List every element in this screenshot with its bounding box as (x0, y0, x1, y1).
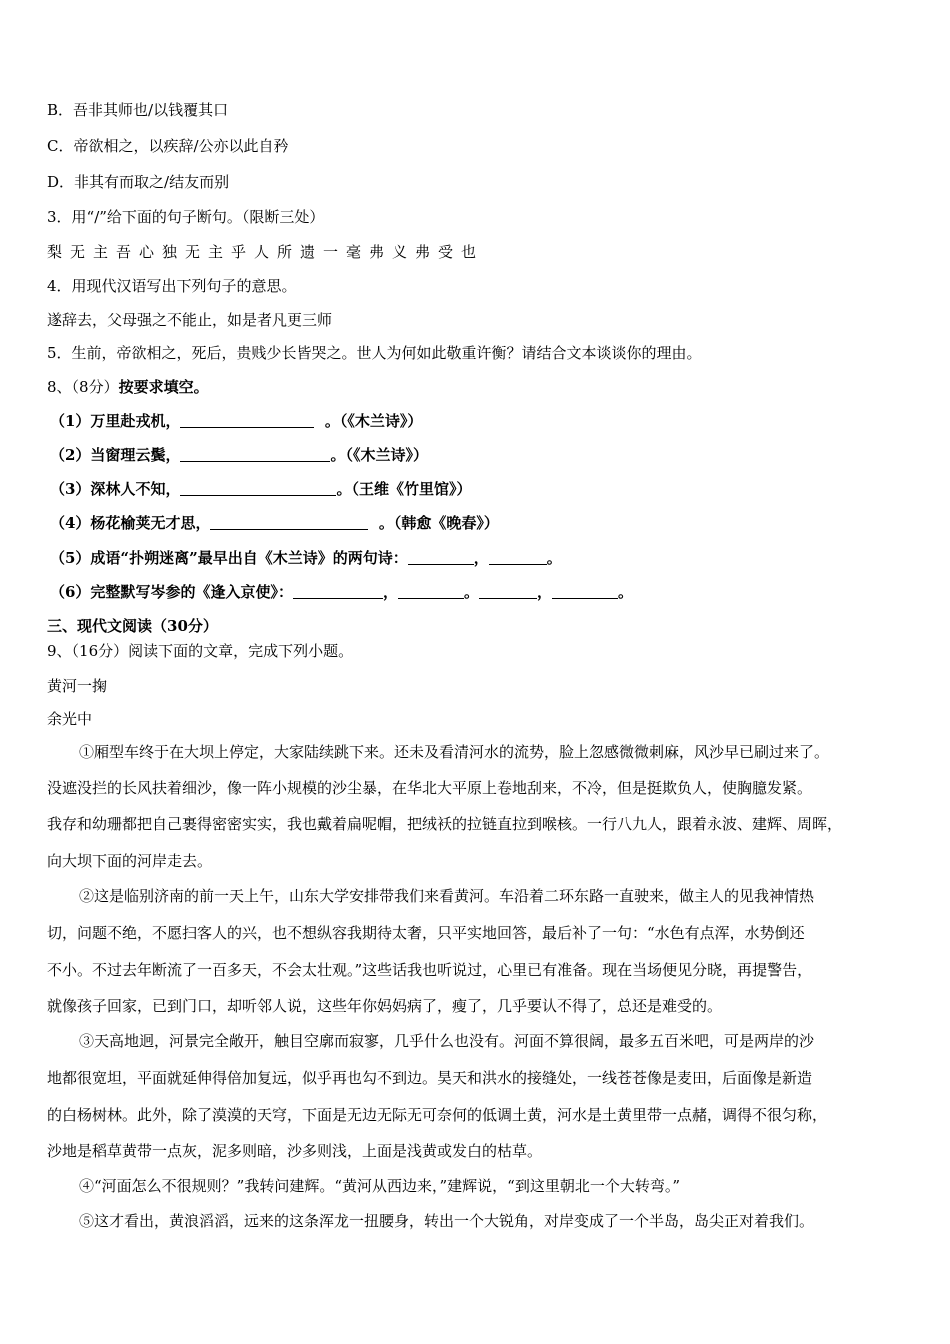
question-3: 3．用“/”给下面的句子断句。（限断三处） (47, 208, 325, 226)
question-8-title: 按要求填空。 (118, 378, 209, 396)
article-author: 余光中 (47, 710, 93, 728)
fill-item-3: （3）深林人不知， 。（王维《竹里馆》） (50, 480, 472, 498)
answer-blank[interactable] (180, 413, 314, 428)
answer-blank[interactable] (489, 550, 547, 565)
question-4-text: 遂辞去，父母强之不能止，如是者凡更三师 (47, 311, 333, 329)
paragraph-line: 向大坝下面的河岸走去。 (47, 852, 213, 870)
fill-item-5: （5）成语“扑朔迷离”最早出自《木兰诗》的两句诗： ， 。 (50, 549, 562, 567)
paragraph-line: ③天高地迥，河景完全敞开，触目空廓而寂寥，几乎什么也没有。河面不算很阔，最多五百米吧，可是两岸的沙 (79, 1032, 815, 1050)
paragraph-line: 沙地是稻草黄带一点灰，泥多则暗，沙多则浅，上面是浅黄或发白的枯草。 (47, 1142, 543, 1160)
fill-item-6: （6）完整默写岑参的《逢入京使》： ， 。 ， 。 (50, 583, 634, 601)
question-4: 4．用现代汉语写出下列句子的意思。 (47, 277, 297, 295)
paragraph-line: 切，问题不绝，不愿扫客人的兴，也不想纵容我期待太奢，只平实地回答，最后补了一句：“水色有点浑，水势倒还 (47, 924, 805, 942)
paragraph-line: 不小。不过去年断流了一百多天，不会太壮观。”这些话我也听说过，心里已有准备。现在当场便见分晓，再提警告， (47, 961, 813, 979)
answer-blank[interactable] (479, 584, 537, 599)
answer-blank[interactable] (293, 584, 383, 599)
question-3-text: 梨无主吾心独无主乎人所遗一毫弗义弗受也 (47, 243, 485, 261)
answer-blank[interactable] (180, 447, 330, 462)
paragraph-line: 地都很宽坦，平面就延伸得倍加复远，似乎再也勾不到边。昊天和洪水的接缝处，一线苍苍像是麦田，后面像是新造 (47, 1069, 813, 1087)
paragraph-line: 的白杨树林。此外，除了漠漠的天穹，下面是无边无际无可奈何的低调土黄，河水是土黄里带一点赭，调得不很匀称， (47, 1106, 828, 1124)
paragraph-line: 没遮没拦的长风扶着细沙，像一阵小规模的沙尘暴，在华北大平原上卷地刮来，不冷，但是挺欺负人，使胸臆发紧。 (47, 779, 813, 797)
paragraph-line: ①厢型车终于在大坝上停定，大家陆续跳下来。还未及看清河水的流势，脸上忽感微微刺麻，风沙早已刷过来了。 (79, 743, 830, 761)
question-8-header (47, 377, 209, 397)
answer-blank[interactable] (552, 584, 618, 599)
section-3-heading: 三、现代文阅读（30分） (47, 617, 218, 635)
paragraph-line: ⑤这才看出，黄浪滔滔，远来的这条浑龙一扭腰身，转出一个大锐角，对岸变成了一个半岛，岛尖正对着我们。 (79, 1212, 815, 1230)
question-5: 5．生前，帝欲相之，死后，贵贱少长皆哭之。世人为何如此敬重许衡？请结合文本谈谈你的理由。 (47, 344, 702, 362)
paragraph-line: 就像孩子回家，已到门口，却听邻人说，这些年你妈妈病了，瘦了，几乎要认不得了，总还是难受的。 (47, 997, 723, 1015)
answer-blank[interactable] (210, 515, 368, 530)
option-c: C．帝欲相之，以疾辞/公亦以此自矜 (47, 137, 289, 155)
answer-blank[interactable] (408, 550, 474, 565)
answer-blank[interactable] (398, 584, 464, 599)
article-title: 黄河一掬 (47, 677, 108, 695)
question-9: 9、（16分）阅读下面的文章，完成下列小题。 (47, 642, 354, 660)
paragraph-line: ②这是临别济南的前一天上午，山东大学安排带我们来看黄河。车沿着二环东路一直驶来，做主人的见我神情热 (79, 887, 815, 905)
answer-blank[interactable] (180, 481, 336, 496)
option-b: B．吾非其师也/以钱覆其口 (47, 101, 229, 119)
fill-item-4: （4）杨花榆荚无才思， 。（韩愈《晚春》） (50, 514, 499, 532)
paragraph-line: ④“河面怎么不很规则？”我转问建辉。“黄河从西边来，”建辉说，“到这里朝北一个大转弯。” (79, 1177, 681, 1195)
option-d: D．非其有而取之/结友而别 (47, 173, 230, 191)
paragraph-line: 我存和幼珊都把自己裹得密密实实，我也戴着扁呢帽，把绒袄的拉链直拉到喉核。一行八九人，跟着永波、建辉、周晖， (47, 815, 843, 833)
fill-item-2: （2）当窗理云鬓， 。（《木兰诗》） (50, 446, 428, 464)
fill-item-1: （1）万里赴戎机， 。（《木兰诗》） (50, 412, 423, 430)
question-8-number: 8、（8分） (47, 378, 119, 396)
